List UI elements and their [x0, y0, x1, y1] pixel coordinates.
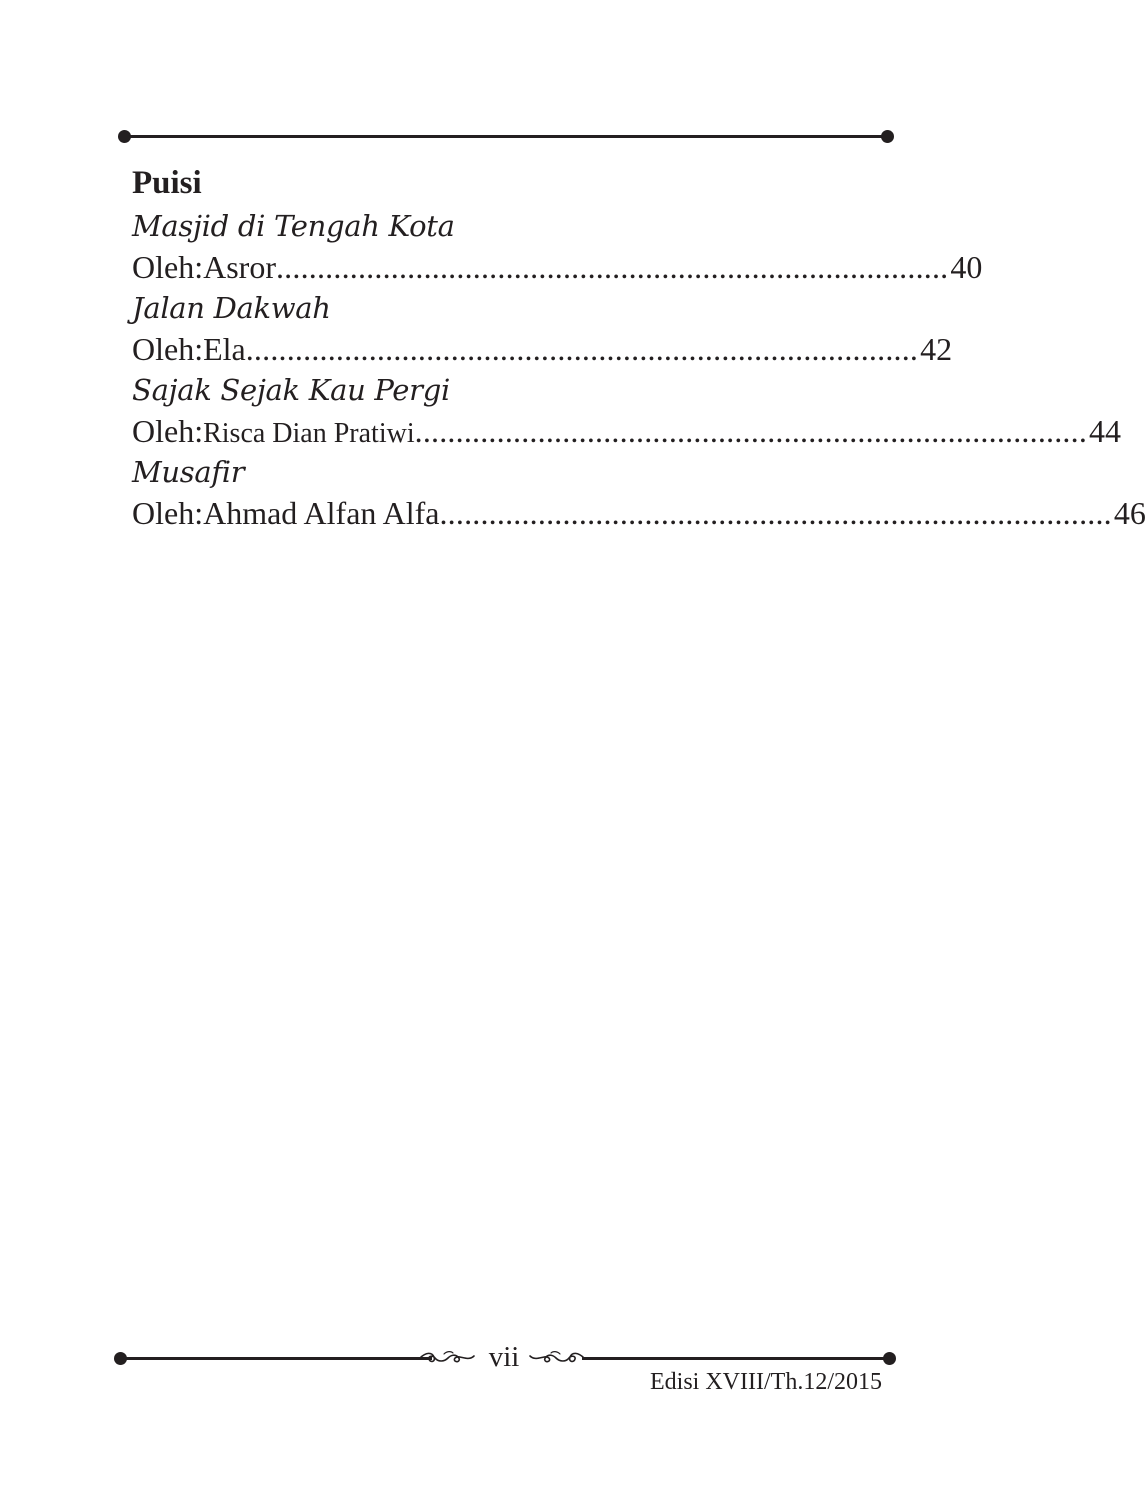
scroll-flourish-icon [418, 1348, 476, 1368]
divider-line [124, 135, 888, 138]
page-number: 40 [950, 249, 983, 285]
top-divider [118, 129, 894, 145]
toc-entry-line [132, 493, 1146, 534]
author-name: Asror [203, 249, 276, 285]
toc-entry [132, 370, 1122, 452]
toc-entry [132, 452, 1146, 534]
dot-leader: .................................................................................. [439, 495, 1112, 531]
author-name: Ahmad Alfan Alfa [203, 495, 440, 531]
table-of-contents [132, 160, 1146, 534]
page-number: 46 [1113, 495, 1146, 531]
scroll-flourish-icon [528, 1348, 586, 1368]
toc-entry-line [132, 329, 953, 370]
dot-leader: .................................................................................. [245, 331, 919, 367]
dot-leader: .................................................................................. [275, 249, 949, 285]
page-number: vii [488, 1341, 520, 1373]
author-prefix: Oleh: [132, 413, 204, 449]
author-prefix: Oleh: [132, 249, 204, 285]
section-title: Puisi [132, 165, 202, 201]
author-prefix: Oleh: [132, 331, 204, 367]
poem-title: Sajak Sejak Kau Pergi [132, 373, 450, 407]
poem-title: Jalan Dakwah [132, 291, 331, 325]
divider-line [582, 1357, 890, 1360]
toc-entry [132, 206, 983, 288]
divider-dot-icon [881, 130, 894, 143]
poem-title: Musafir [132, 455, 245, 489]
author-name: Ela [203, 331, 246, 367]
author-name: Risca Dian Pratiwi [203, 418, 415, 449]
divider-line [120, 1357, 432, 1360]
page-number: 42 [920, 331, 953, 367]
page-number: 44 [1089, 413, 1122, 449]
toc-entry [132, 288, 953, 370]
poem-title: Masjid di Tengah Kota [132, 209, 455, 243]
divider-dot-icon [883, 1352, 896, 1365]
edition-label: Edisi XVIII/Th.12/2015 [650, 1369, 882, 1395]
toc-entry-line [132, 411, 1122, 452]
toc-entry-line [132, 247, 983, 288]
author-prefix: Oleh: [132, 495, 204, 531]
dot-leader: .................................................................................. [414, 413, 1088, 449]
